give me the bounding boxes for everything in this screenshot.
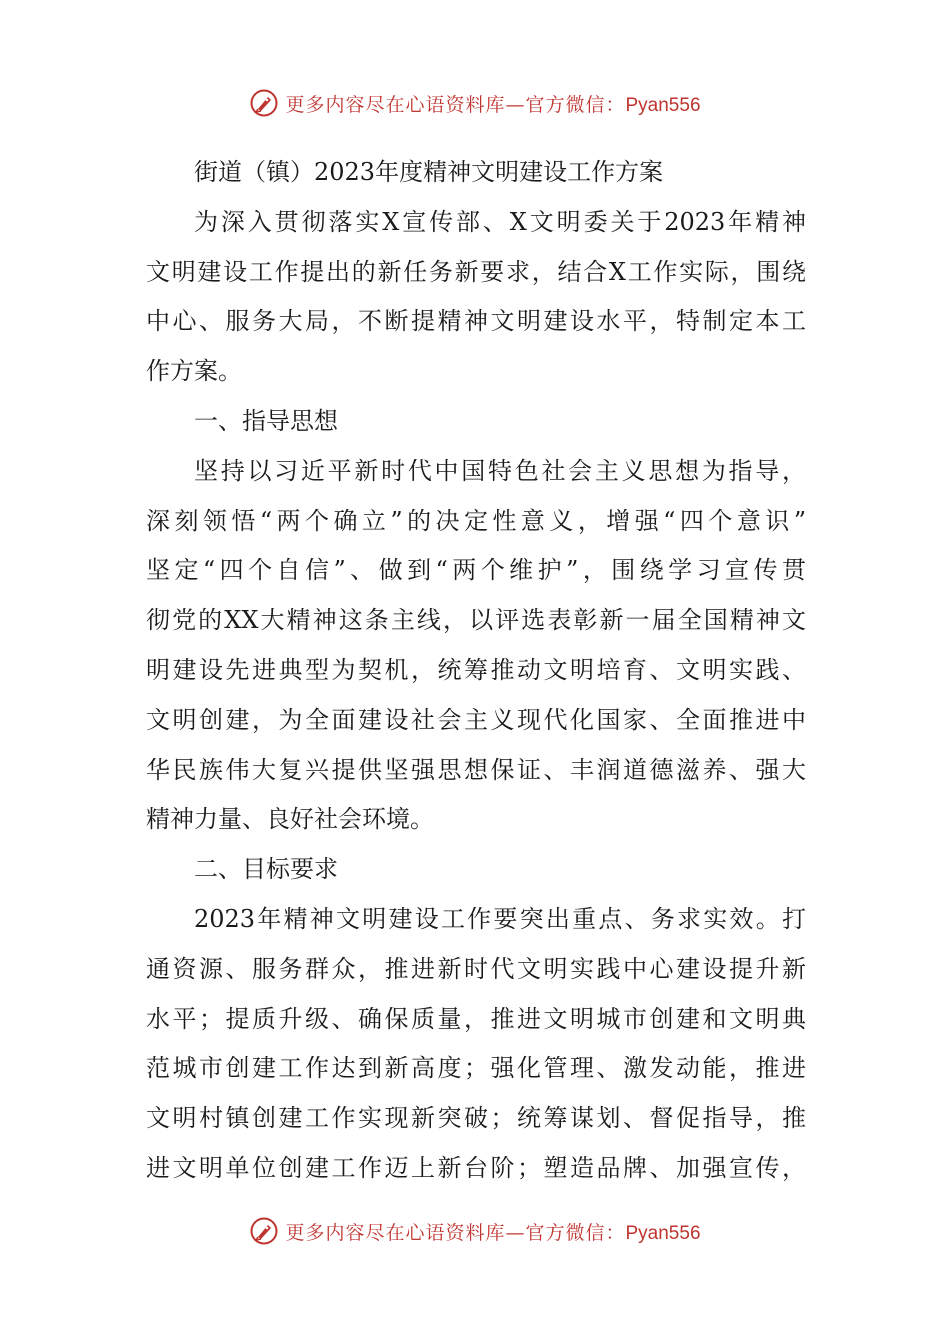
- paragraph-line: 文明村镇创建工作实现新突破；统筹谋划、督促指导，推: [146, 1104, 806, 1133]
- pen-nib-logo-icon: [249, 1216, 279, 1246]
- paragraph-line: 作方案。: [146, 357, 242, 386]
- paragraph-line: 文明建设工作提出的新任务新要求，结合X工作实际，围绕: [146, 257, 806, 286]
- watermark-text: 更多内容尽在心语资料库—官方微信：Pyan556: [285, 1221, 701, 1244]
- paragraph-line: 坚持以习近平新时代中国特色社会主义思想为指导，: [194, 456, 806, 485]
- paragraph-line: 文明创建，为全面建设社会主义现代化国家、全面推进中: [146, 705, 806, 734]
- paragraph-line: 华民族伟大复兴提供坚强思想保证、丰润道德滋养、强大: [146, 755, 806, 784]
- paragraph-line: 水平；提质升级、确保质量，推进文明城市创建和文明典: [146, 1004, 806, 1033]
- section-heading: 一、指导思想: [194, 406, 338, 435]
- document-title: 街道（镇）2023年度精神文明建设工作方案: [194, 158, 664, 186]
- paragraph-line: 进文明单位创建工作迈上新台阶；塑造品牌、加强宣传，: [146, 1153, 806, 1182]
- watermark-footer: [0, 1214, 950, 1248]
- paragraph-line: 通资源、服务群众，推进新时代文明实践中心建设提升新: [146, 954, 806, 983]
- paragraph-line: 范城市创建工作达到新高度；强化管理、激发动能，推进: [146, 1054, 806, 1083]
- watermark-header: [0, 86, 950, 120]
- paragraph-line: 明建设先进典型为契机，统筹推动文明培育、文明实践、: [146, 655, 806, 684]
- paragraph-line: 为深入贯彻落实X宣传部、X文明委关于2023年精神: [194, 207, 806, 236]
- paragraph-line: 坚定“四个自信”、做到“两个维护”，围绕学习宣传贯: [146, 556, 806, 585]
- paragraph-line: 深刻领悟“两个确立”的决定性意义，增强“四个意识”: [146, 506, 806, 535]
- watermark-text: 更多内容尽在心语资料库—官方微信：Pyan556: [285, 93, 701, 116]
- paragraph-line: 彻党的XX大精神这条主线，以评选表彰新一届全国精神文: [146, 606, 806, 635]
- paragraph-line: 2023年精神文明建设工作要突出重点、务求实效。打: [194, 904, 806, 933]
- pen-nib-logo-icon: [249, 88, 279, 118]
- paragraph-line: 精神力量、良好社会环境。: [146, 805, 434, 834]
- paragraph-line: 中心、服务大局，不断提精神文明建设水平，特制定本工: [146, 307, 806, 336]
- section-heading: 二、目标要求: [194, 855, 338, 884]
- document-body: [146, 148, 806, 1194]
